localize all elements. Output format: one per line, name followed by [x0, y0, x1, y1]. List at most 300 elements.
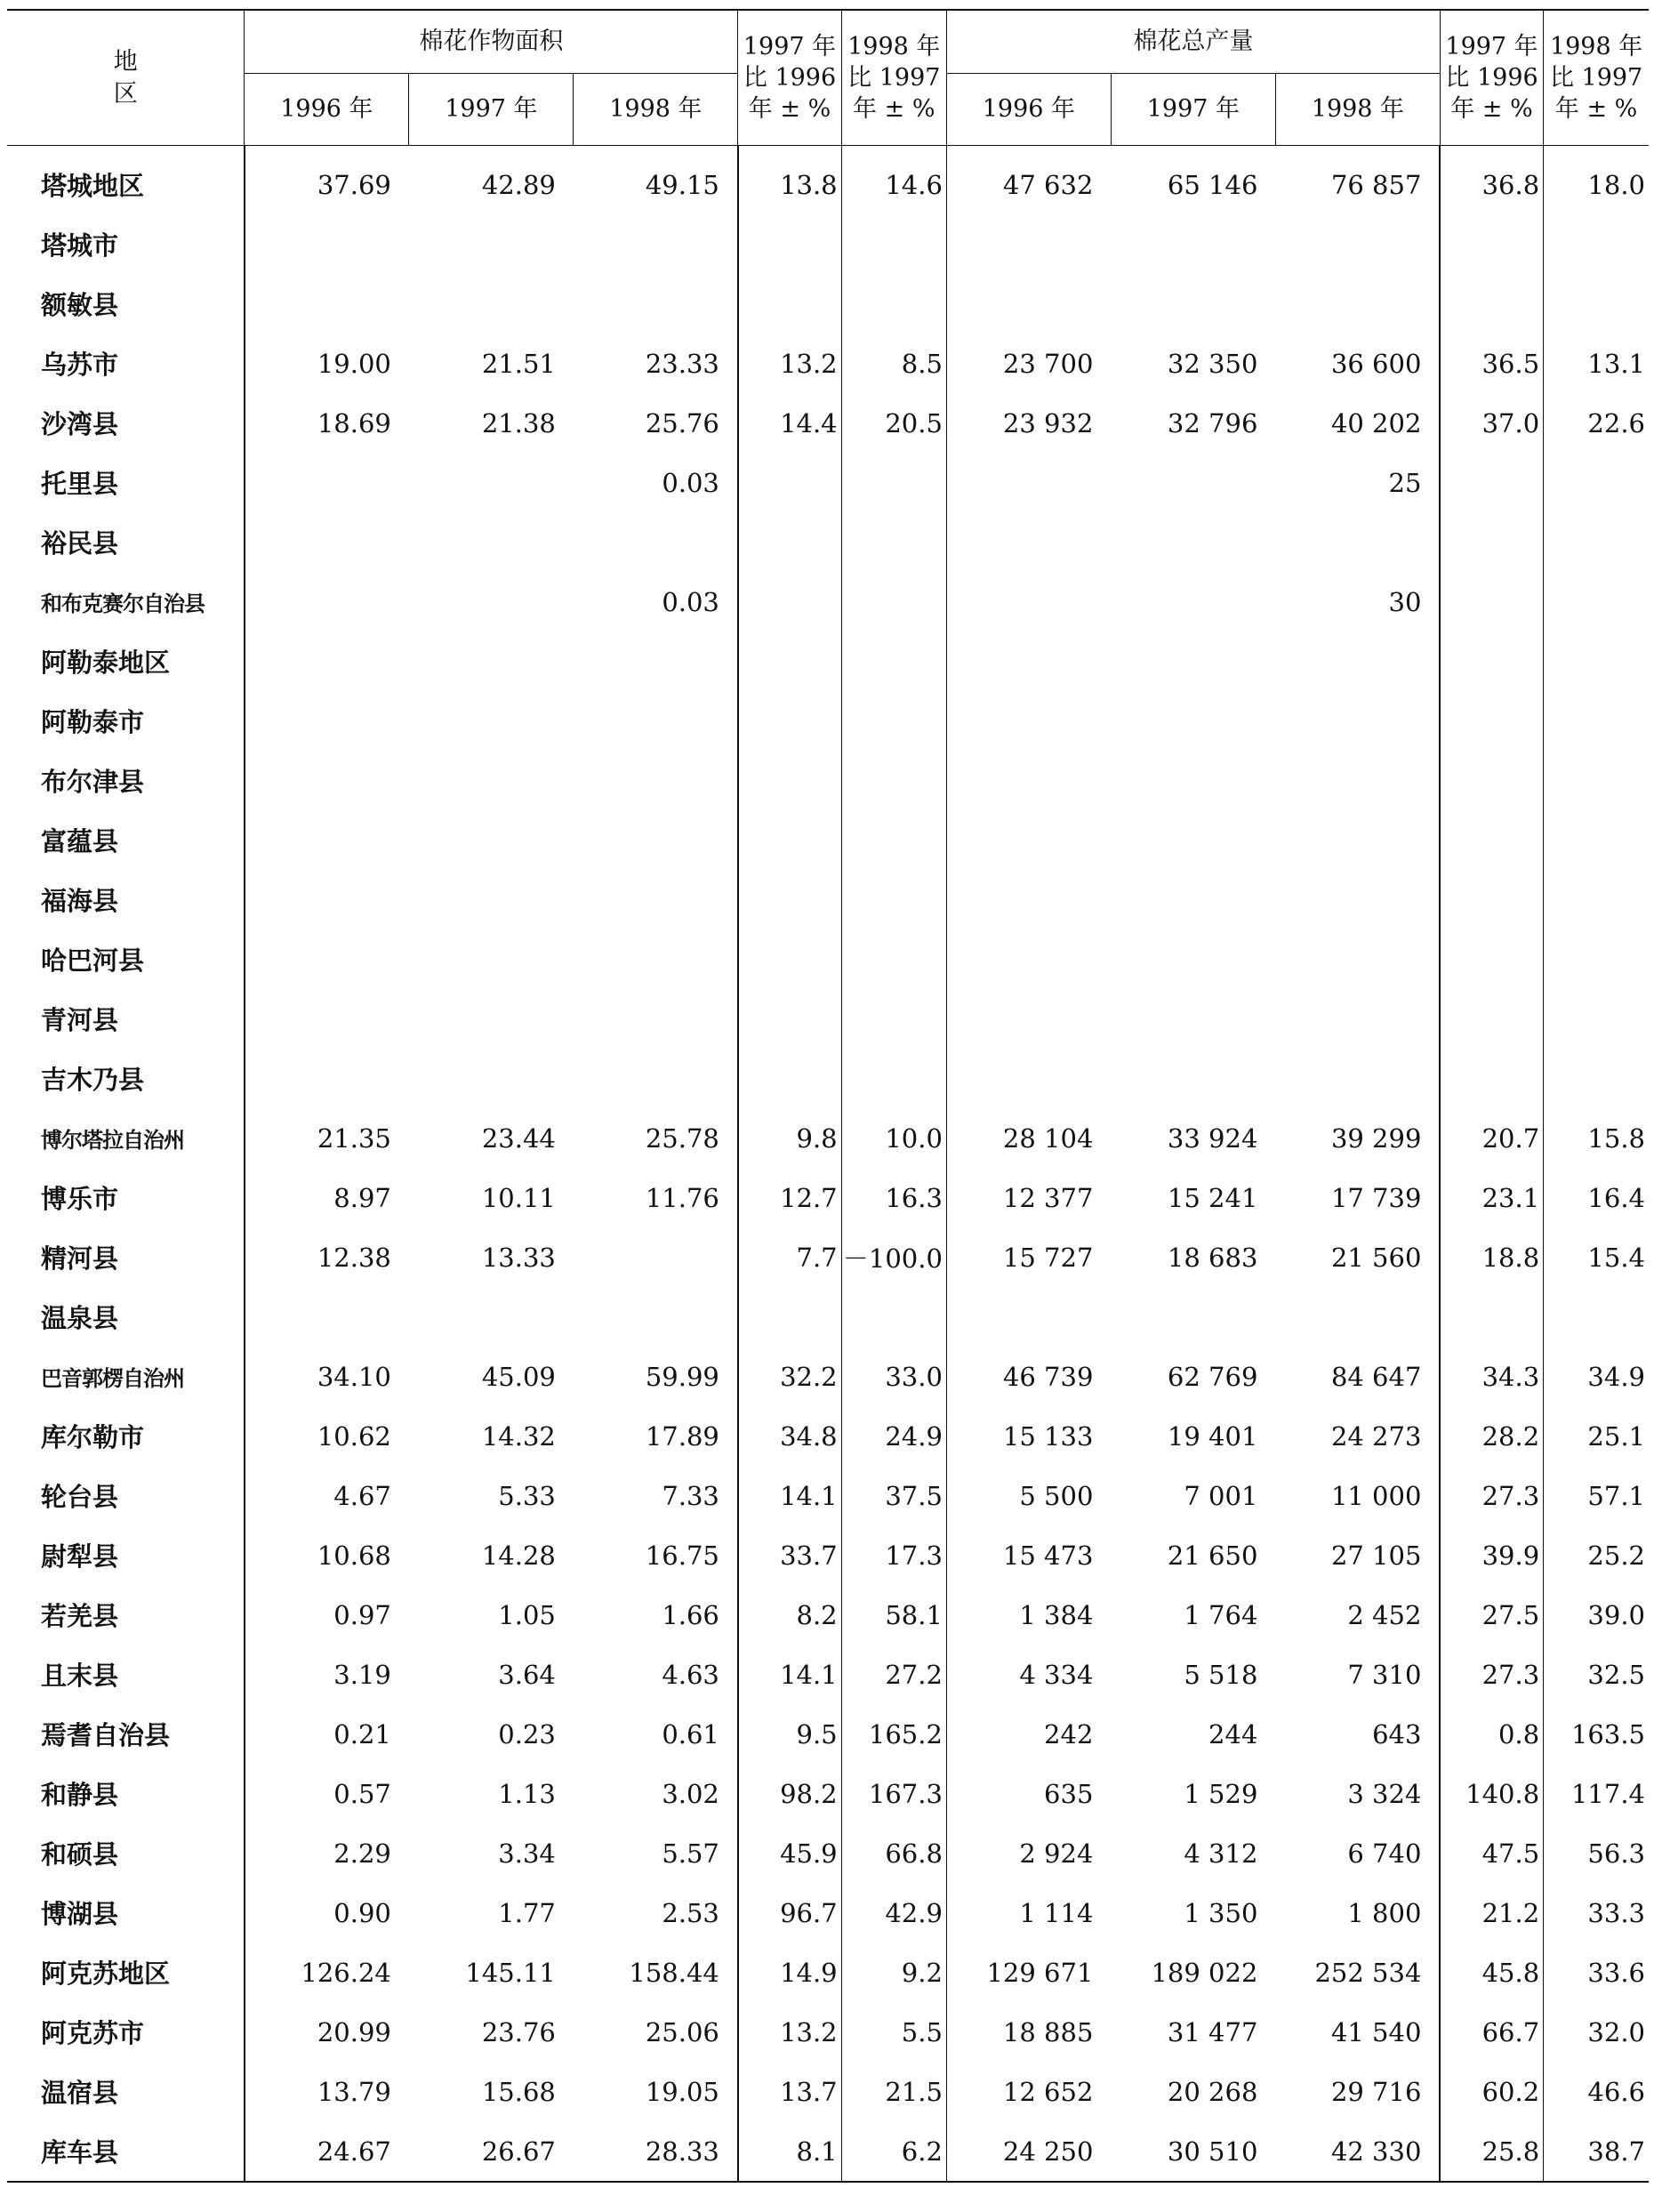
output-1996 — [946, 214, 1111, 274]
output-1998 — [1275, 631, 1440, 691]
area-1998: 25.06 — [645, 2016, 719, 2047]
region-name: 和硕县 — [41, 1839, 119, 1870]
output-1996: 1 384 — [946, 1585, 1111, 1645]
table-row — [7, 1585, 1649, 1645]
output-change-1998 — [1544, 989, 1649, 1049]
header-area-1996: 1996 年 — [245, 74, 409, 146]
area-1997: 14.32 — [481, 1420, 556, 1452]
output-1997: 32 350 — [1167, 348, 1258, 379]
output-1998 — [1275, 751, 1440, 810]
region-name: 青河县 — [41, 1005, 119, 1035]
output-1997 — [1111, 214, 1275, 274]
output-1997 — [1111, 572, 1275, 631]
output-1998: 41 540 — [1330, 2016, 1422, 2047]
output-change-1997: 18.8 — [1440, 1227, 1543, 1287]
area-1998 — [574, 631, 738, 691]
area-1997: 3.64 — [498, 1659, 556, 1690]
area-change-1997: 13.8 — [738, 146, 841, 215]
output-change-1998: 33.6 — [1544, 1943, 1649, 2002]
area-1998: 17.89 — [645, 1420, 719, 1452]
area-change-1997: 12.7 — [738, 1168, 841, 1227]
area-1996: 37.69 — [245, 146, 409, 215]
area-1997: 3.34 — [498, 1838, 556, 1869]
area-change-1998: 24.9 — [841, 1406, 946, 1466]
table-row — [7, 453, 1649, 512]
area-change-1998: 58.1 — [841, 1585, 946, 1645]
output-change-1997: 28.2 — [1440, 1406, 1543, 1466]
region-name: 裕民县 — [41, 528, 119, 559]
output-change-1997: 0.8 — [1440, 1704, 1543, 1764]
output-1997: 4 312 — [1184, 1838, 1258, 1869]
area-1996: 2.29 — [245, 1823, 409, 1883]
area-1998: 25.78 — [645, 1122, 719, 1154]
area-change-1997: 8.1 — [738, 2121, 841, 2182]
area-change-1997: 7.7 — [738, 1227, 841, 1287]
header-area-1997: 1997 年 — [409, 74, 574, 146]
area-change-1997: 9.5 — [738, 1704, 841, 1764]
output-1996 — [946, 989, 1111, 1049]
output-change-1997: 66.7 — [1440, 2002, 1543, 2062]
area-change-1997: 33.7 — [738, 1525, 841, 1585]
output-1998 — [1275, 512, 1440, 572]
area-change-1997: 98.2 — [738, 1764, 841, 1823]
output-change-1997: 39.9 — [1440, 1525, 1543, 1585]
area-change-1997: 32.2 — [738, 1347, 841, 1406]
output-change-1998: 16.4 — [1544, 1168, 1649, 1227]
region-name: 塔城地区 — [41, 171, 145, 201]
area-1998: 23.33 — [645, 348, 719, 379]
area-1996: 8.97 — [245, 1168, 409, 1227]
region-name: 焉耆自治县 — [41, 1720, 171, 1750]
header-area-1998: 1998 年 — [574, 74, 738, 146]
cotton-statistics-table — [7, 9, 1649, 2183]
area-1998: 0.61 — [662, 1718, 719, 1749]
region-name: 阿勒泰地区 — [41, 648, 171, 678]
area-1998: 28.33 — [574, 2121, 738, 2182]
output-change-1997 — [1440, 691, 1543, 751]
output-change-1998: 15.8 — [1544, 1108, 1649, 1168]
output-1998 — [1275, 929, 1440, 989]
area-change-1997 — [738, 870, 841, 929]
output-1996 — [946, 512, 1111, 572]
area-1996 — [245, 989, 409, 1049]
area-change-1998: 8.5 — [841, 334, 946, 393]
area-change-1998 — [841, 810, 946, 870]
output-1996 — [946, 810, 1111, 870]
output-1996: 1 114 — [946, 1883, 1111, 1943]
header-area-pct97-line2: 比 1996 — [743, 64, 837, 92]
header-area-pct98-line3: 年 ± % — [853, 95, 935, 123]
area-1997: 0.23 — [498, 1718, 556, 1749]
output-1998: 2 452 — [1347, 1599, 1422, 1630]
output-change-1998: 39.0 — [1544, 1585, 1649, 1645]
table-row — [7, 989, 1649, 1049]
output-1998 — [1275, 810, 1440, 870]
area-1996 — [245, 1287, 409, 1347]
region-name: 阿克苏市 — [41, 2018, 145, 2048]
output-change-1997: 47.5 — [1440, 1823, 1543, 1883]
output-1996: 47 632 — [946, 146, 1111, 215]
area-1998 — [574, 870, 738, 929]
output-1998: 1 800 — [1347, 1897, 1422, 1928]
output-1996 — [946, 572, 1111, 631]
area-1996 — [245, 1049, 409, 1108]
header-output-pct97-line2: 比 1996 — [1445, 64, 1538, 92]
area-change-1998: 17.3 — [841, 1525, 946, 1585]
output-1998: 11 000 — [1330, 1480, 1422, 1511]
area-1996: 4.67 — [245, 1466, 409, 1525]
output-1996 — [946, 751, 1111, 810]
region-name: 乌苏市 — [41, 350, 119, 380]
area-change-1997 — [738, 1287, 841, 1347]
output-1997: 19 401 — [1167, 1420, 1258, 1452]
area-1997 — [409, 512, 574, 572]
area-1997: 5.33 — [498, 1480, 556, 1511]
output-change-1997 — [1440, 751, 1543, 810]
area-change-1997 — [738, 1049, 841, 1108]
area-change-1997 — [738, 989, 841, 1049]
region-name: 和布克赛尔自治县 — [41, 591, 205, 616]
output-1997 — [1111, 512, 1275, 572]
area-1998: 158.44 — [629, 1957, 719, 1988]
area-1996: 0.90 — [245, 1883, 409, 1943]
area-change-1998 — [841, 691, 946, 751]
output-1997: 31 477 — [1167, 2016, 1258, 2047]
area-change-1998 — [841, 214, 946, 274]
header-output-pct97 — [1440, 10, 1543, 146]
region-name: 精河县 — [41, 1243, 119, 1274]
area-1998 — [574, 214, 738, 274]
output-change-1998 — [1544, 512, 1649, 572]
output-change-1998 — [1544, 214, 1649, 274]
area-change-1997: 13.7 — [738, 2062, 841, 2121]
area-1997: 14.28 — [481, 1540, 556, 1571]
area-change-1997: 14.4 — [738, 393, 841, 453]
header-area-group: 棉花作物面积 — [245, 10, 738, 74]
output-change-1998 — [1544, 631, 1649, 691]
table-row — [7, 512, 1649, 572]
output-change-1997: 45.8 — [1440, 1943, 1543, 2002]
table-row — [7, 691, 1649, 751]
output-change-1998: 15.4 — [1544, 1227, 1649, 1287]
area-1996: 0.97 — [245, 1585, 409, 1645]
area-1997: 1.77 — [498, 1897, 556, 1928]
area-change-1997 — [738, 512, 841, 572]
output-1997 — [1111, 751, 1275, 810]
output-1996: 12 652 — [946, 2062, 1111, 2121]
header-output-pct98-line3: 年 ± % — [1554, 95, 1638, 123]
output-change-1997 — [1440, 810, 1543, 870]
area-1998 — [574, 274, 738, 334]
area-change-1998: 5.5 — [841, 2002, 946, 2062]
output-change-1997 — [1440, 1049, 1543, 1108]
area-change-1997: 96.7 — [738, 1883, 841, 1943]
output-1998: 6 740 — [1347, 1838, 1422, 1869]
table-row — [7, 1823, 1649, 1883]
area-change-1997 — [738, 751, 841, 810]
table-row — [7, 334, 1649, 393]
area-1997 — [409, 870, 574, 929]
area-1997: 26.67 — [409, 2121, 574, 2182]
table-row — [7, 214, 1649, 274]
output-change-1997 — [1440, 929, 1543, 989]
area-1997: 1.13 — [498, 1778, 556, 1809]
area-change-1998 — [841, 929, 946, 989]
area-1997 — [409, 453, 574, 512]
area-1998: 5.57 — [662, 1838, 719, 1869]
header-output-1996: 1996 年 — [946, 74, 1111, 146]
output-1997 — [1111, 1287, 1275, 1347]
area-1997 — [409, 274, 574, 334]
table-row — [7, 751, 1649, 810]
header-area-pct98-line1: 1998 年 — [847, 33, 941, 60]
table-row — [7, 2121, 1649, 2182]
output-1996: 5 500 — [946, 1466, 1111, 1525]
area-1998: 16.75 — [645, 1540, 719, 1571]
output-1997: 189 022 — [1151, 1957, 1258, 1988]
area-1998 — [574, 512, 738, 572]
output-change-1998: 25.2 — [1544, 1525, 1649, 1585]
output-1998: 30 — [1388, 586, 1422, 617]
table-row — [7, 1168, 1649, 1227]
area-1996: 3.19 — [245, 1645, 409, 1704]
area-change-1997: 9.8 — [738, 1108, 841, 1168]
area-1996 — [245, 929, 409, 989]
region-name: 哈巴河县 — [41, 945, 145, 976]
region-name: 温宿县 — [41, 2078, 119, 2108]
region-name: 沙湾县 — [41, 409, 119, 439]
output-change-1997 — [1440, 274, 1543, 334]
output-1997 — [1111, 989, 1275, 1049]
output-change-1998 — [1544, 1287, 1649, 1347]
output-1996: 46 739 — [946, 1347, 1111, 1406]
header-output-pct97-line1: 1997 年 — [1445, 33, 1538, 60]
output-1998: 29 716 — [1330, 2076, 1422, 2107]
area-change-1998 — [841, 572, 946, 631]
output-1997: 1 764 — [1184, 1599, 1258, 1630]
area-1998: 25.76 — [645, 407, 719, 438]
output-change-1997 — [1440, 631, 1543, 691]
area-1998 — [574, 810, 738, 870]
output-change-1997: 34.3 — [1440, 1347, 1543, 1406]
table-row — [7, 631, 1649, 691]
area-1996 — [245, 453, 409, 512]
table-row — [7, 572, 1649, 631]
output-1998: 36 600 — [1330, 348, 1422, 379]
output-1996: 129 671 — [946, 1943, 1111, 2002]
area-change-1998: 27.2 — [841, 1645, 946, 1704]
output-1997: 18 683 — [1167, 1242, 1258, 1273]
output-change-1998: 32.5 — [1544, 1645, 1649, 1704]
header-region: 地 区 — [7, 10, 245, 146]
area-1996: 10.62 — [245, 1406, 409, 1466]
area-1996: 0.57 — [245, 1764, 409, 1823]
table-row — [7, 146, 1649, 215]
output-change-1998: 46.6 — [1544, 2062, 1649, 2121]
region-name: 和静县 — [41, 1780, 119, 1810]
output-1998: 21 560 — [1330, 1242, 1422, 1273]
area-change-1998: 20.5 — [841, 393, 946, 453]
area-1997 — [409, 1049, 574, 1108]
output-change-1998: 22.6 — [1544, 393, 1649, 453]
cotton-statistics-table-container — [7, 9, 1649, 2183]
area-1998 — [574, 1227, 738, 1287]
output-1996: 242 — [946, 1704, 1111, 1764]
output-1998: 25 — [1388, 467, 1422, 498]
area-change-1997 — [738, 453, 841, 512]
output-change-1997 — [1440, 1287, 1543, 1347]
region-name: 布尔津县 — [41, 767, 145, 797]
area-change-1998 — [841, 1287, 946, 1347]
table-row — [7, 1049, 1649, 1108]
output-change-1998: 13.1 — [1544, 334, 1649, 393]
area-change-1998 — [841, 274, 946, 334]
table-row — [7, 274, 1649, 334]
output-change-1998: 18.0 — [1544, 146, 1649, 215]
output-change-1998 — [1544, 810, 1649, 870]
output-1997: 20 268 — [1167, 2076, 1258, 2107]
table-row — [7, 810, 1649, 870]
output-1996: 15 133 — [946, 1406, 1111, 1466]
region-name: 福海县 — [41, 886, 119, 916]
region-name: 托里县 — [41, 469, 119, 499]
output-change-1997: 37.0 — [1440, 393, 1543, 453]
output-change-1997 — [1440, 572, 1543, 631]
area-1997 — [409, 1287, 574, 1347]
area-1997 — [409, 751, 574, 810]
output-change-1998 — [1544, 572, 1649, 631]
region-name: 博乐市 — [41, 1184, 119, 1214]
area-1996: 20.99 — [245, 2002, 409, 2062]
area-change-1998: 42.9 — [841, 1883, 946, 1943]
region-name: 阿勒泰市 — [41, 707, 145, 737]
output-1996 — [946, 1287, 1111, 1347]
output-1997 — [1111, 1049, 1275, 1108]
table-row — [7, 1287, 1649, 1347]
output-change-1998 — [1544, 453, 1649, 512]
region-name: 库车县 — [7, 2121, 245, 2182]
output-change-1998 — [1544, 274, 1649, 334]
area-change-1998: 21.5 — [841, 2062, 946, 2121]
area-change-1997: 14.1 — [738, 1645, 841, 1704]
area-change-1998: 167.3 — [841, 1764, 946, 1823]
output-change-1997 — [1440, 512, 1543, 572]
area-1998: 11.76 — [645, 1182, 719, 1213]
area-1997 — [409, 572, 574, 631]
output-change-1998 — [1544, 929, 1649, 989]
area-1996: 126.24 — [245, 1943, 409, 2002]
header-output-pct98-line2: 比 1997 — [1549, 64, 1643, 92]
output-1996: 2 924 — [946, 1823, 1111, 1883]
area-1996: 18.69 — [245, 393, 409, 453]
output-1996: 28 104 — [946, 1108, 1111, 1168]
output-1996: 23 700 — [946, 334, 1111, 393]
area-1998 — [574, 691, 738, 751]
table-row — [7, 2062, 1649, 2121]
area-change-1998: 9.2 — [841, 1943, 946, 2002]
area-change-1998 — [841, 631, 946, 691]
output-1996 — [946, 1049, 1111, 1108]
area-1997 — [409, 691, 574, 751]
area-1998 — [574, 751, 738, 810]
output-change-1998: 33.3 — [1544, 1883, 1649, 1943]
output-1997: 65 146 — [1167, 169, 1258, 200]
area-change-1998: 16.3 — [841, 1168, 946, 1227]
table-row — [7, 1406, 1649, 1466]
area-1997: 1.05 — [498, 1599, 556, 1630]
area-1998 — [574, 989, 738, 1049]
area-1997: 10.11 — [481, 1182, 556, 1213]
output-change-1998: 25.1 — [1544, 1406, 1649, 1466]
area-1996: 21.35 — [245, 1108, 409, 1168]
table-row — [7, 1466, 1649, 1525]
header-area-pct98-line2: 比 1997 — [847, 64, 941, 92]
output-1997: 30 510 — [1111, 2121, 1275, 2182]
table-row — [7, 393, 1649, 453]
area-1997: 145.11 — [465, 1957, 556, 1988]
output-1997: 62 769 — [1167, 1361, 1258, 1392]
output-1998 — [1275, 214, 1440, 274]
output-change-1998 — [1544, 870, 1649, 929]
region-name: 博尔塔拉自治州 — [41, 1128, 184, 1153]
output-1996: 12 377 — [946, 1168, 1111, 1227]
area-1996 — [245, 631, 409, 691]
output-1997 — [1111, 929, 1275, 989]
area-1998 — [574, 1049, 738, 1108]
region-name: 轮台县 — [41, 1482, 119, 1512]
area-1998: 19.05 — [645, 2076, 719, 2107]
table-row — [7, 1108, 1649, 1168]
area-1996: 24.67 — [245, 2121, 409, 2182]
output-1998: 40 202 — [1330, 407, 1422, 438]
region-name: 阿克苏地区 — [41, 1959, 171, 1989]
table-row — [7, 1347, 1649, 1406]
area-change-1997: 14.9 — [738, 1943, 841, 2002]
area-change-1997 — [738, 929, 841, 989]
area-1996 — [245, 810, 409, 870]
header-output-1998: 1998 年 — [1275, 74, 1440, 146]
output-1997: 15 241 — [1167, 1182, 1258, 1213]
area-1998: 2.53 — [662, 1897, 719, 1928]
region-name: 博湖县 — [41, 1899, 119, 1929]
output-change-1997: 36.8 — [1440, 146, 1543, 215]
header-area-pct97-line1: 1997 年 — [743, 33, 837, 60]
area-1997: 13.33 — [481, 1242, 556, 1273]
output-change-1997: 36.5 — [1440, 334, 1543, 393]
output-1998 — [1275, 870, 1440, 929]
output-change-1997: 20.7 — [1440, 1108, 1543, 1168]
area-1996: 0.21 — [245, 1704, 409, 1764]
table-row — [7, 1883, 1649, 1943]
area-change-1998 — [841, 989, 946, 1049]
area-change-1998 — [841, 870, 946, 929]
area-change-1998: 165.2 — [841, 1704, 946, 1764]
output-1998: 17 739 — [1330, 1182, 1422, 1213]
table-row — [7, 1645, 1649, 1704]
area-change-1997 — [738, 810, 841, 870]
table-row — [7, 1227, 1649, 1287]
area-1997: 15.68 — [481, 2076, 556, 2107]
region-name: 若羌县 — [41, 1601, 119, 1631]
area-change-1998: 10.0 — [841, 1108, 946, 1168]
output-1998: 42 330 — [1275, 2121, 1440, 2182]
area-change-1998: 66.8 — [841, 1823, 946, 1883]
area-1997: 23.44 — [481, 1122, 556, 1154]
output-change-1998 — [1544, 1049, 1649, 1108]
area-1998: 0.03 — [662, 467, 719, 498]
area-change-1998: 37.5 — [841, 1466, 946, 1525]
area-1997 — [409, 810, 574, 870]
